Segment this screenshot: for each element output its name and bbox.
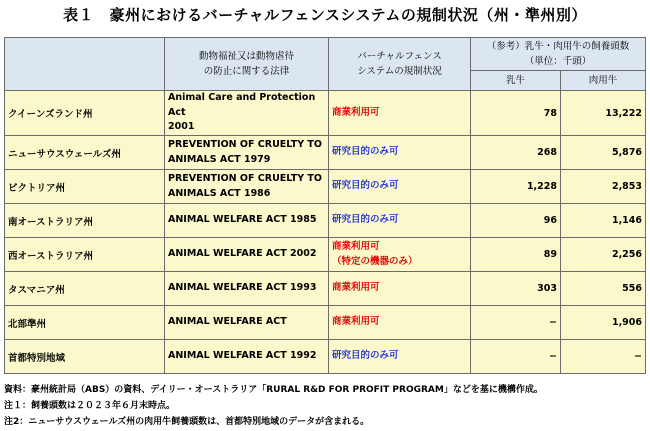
- header-status-line1: バーチャルフェンス: [357, 50, 442, 62]
- dairy-count-cell: 96: [471, 204, 561, 238]
- regulation-status-line1: 研究目的のみ可: [332, 214, 399, 226]
- table-row: [5, 204, 646, 238]
- regulation-status-cell: [329, 204, 471, 238]
- state-name-cell: 北部準州: [5, 306, 165, 340]
- regulation-status-line2: （特定の機器のみ）: [332, 255, 418, 267]
- notes: [4, 382, 543, 430]
- regulation-status-cell: [329, 272, 471, 306]
- dairy-count-cell: 303: [471, 272, 561, 306]
- law-name-line1: PREVENTION OF CRUELTY TO: [168, 138, 322, 150]
- table-title: 表１ 豪州におけるバーチャルフェンスシステムの規制状況（州・準州別）: [63, 6, 587, 24]
- law-name-line1: ANIMAL WELFARE ACT 1985: [168, 214, 317, 226]
- law-name-line1: ANIMAL WELFARE ACT 2002: [168, 248, 317, 260]
- law-name-cell: [165, 238, 329, 272]
- beef-count-cell: −: [561, 340, 646, 374]
- header-status-line2: システムの規制状況: [357, 66, 442, 77]
- law-name-line2: 2001: [168, 121, 195, 133]
- note-source: 資料：豪州統計局（ABS）の資料、デイリー・オーストラリア「RURAL R&D FOR PROFIT PROGRAM」などを基に機構作成。: [4, 385, 543, 395]
- law-name-cell: [165, 340, 329, 374]
- note-1: 注１：飼養頭数は２０２３年６月末時点。: [4, 401, 176, 411]
- dairy-count-cell: 78: [471, 91, 561, 136]
- table-row: [5, 272, 646, 306]
- beef-count-cell: 13,222: [561, 91, 646, 136]
- header-herd: [471, 38, 646, 71]
- regulation-status-cell: [329, 170, 471, 204]
- note-2: 注2：ニューサウスウェールズ州の肉用牛飼養頭数は、首都特別地域のデータが含まれる。: [4, 417, 370, 427]
- state-name-cell: 首都特別地域: [5, 340, 165, 374]
- law-name-line2: ANIMALS ACT 1986: [168, 187, 271, 199]
- header-herd-line2: （単位：千頭）: [524, 56, 592, 67]
- header-herd-line1: （参考）乳牛・肉用牛の飼養頭数: [486, 40, 630, 52]
- state-name-cell: タスマニア州: [5, 272, 165, 306]
- table-row: [5, 306, 646, 340]
- state-name-cell: クイーンズランド州: [5, 91, 165, 136]
- beef-count-cell: 1,146: [561, 204, 646, 238]
- table-row: [5, 136, 646, 170]
- table-row: [5, 91, 646, 136]
- header-law: [165, 38, 329, 91]
- header-beef: 肉用牛: [561, 71, 646, 91]
- regulation-status-cell: [329, 340, 471, 374]
- state-name-cell: ニューサウスウェールズ州: [5, 136, 165, 170]
- dairy-count-cell: 268: [471, 136, 561, 170]
- beef-count-cell: 5,876: [561, 136, 646, 170]
- law-name-line1: Animal Care and Protection Act: [168, 92, 316, 118]
- beef-count-cell: 2,256: [561, 238, 646, 272]
- beef-count-cell: 1,906: [561, 306, 646, 340]
- dairy-count-cell: 1,228: [471, 170, 561, 204]
- law-name-cell: [165, 136, 329, 170]
- law-name-cell: [165, 204, 329, 238]
- dairy-count-cell: −: [471, 340, 561, 374]
- law-name-line2: ANIMALS ACT 1979: [168, 153, 271, 165]
- law-name-cell: [165, 170, 329, 204]
- regulation-status-cell: [329, 306, 471, 340]
- regulation-status-line1: 商業利用可: [332, 240, 380, 252]
- dairy-count-cell: 89: [471, 238, 561, 272]
- header-law-line1: 動物福祉又は動物虐待: [198, 50, 294, 62]
- law-name-line1: ANIMAL WELFARE ACT 1993: [168, 282, 317, 294]
- law-name-cell: [165, 306, 329, 340]
- header-dairy: 乳牛: [471, 71, 561, 91]
- regulation-status-line1: 研究目的のみ可: [332, 180, 399, 192]
- law-name-line1: ANIMAL WELFARE ACT 1992: [168, 350, 317, 362]
- state-name-cell: 南オーストラリア州: [5, 204, 165, 238]
- regulation-status-line1: 研究目的のみ可: [332, 350, 399, 362]
- regulation-status-line1: 研究目的のみ可: [332, 146, 399, 158]
- law-name-line1: ANIMAL WELFARE ACT: [168, 316, 287, 328]
- law-name-line1: PREVENTION OF CRUELTY TO: [168, 172, 322, 184]
- law-name-cell: [165, 272, 329, 306]
- law-name-cell: [165, 91, 329, 136]
- state-name-cell: 西オーストラリア州: [5, 238, 165, 272]
- table-row: [5, 238, 646, 272]
- header-state: [5, 38, 165, 91]
- regulation-table: [4, 37, 646, 374]
- table-row: [5, 170, 646, 204]
- table-body: [5, 91, 646, 374]
- state-name-cell: ビクトリア州: [5, 170, 165, 204]
- regulation-status-cell: [329, 91, 471, 136]
- regulation-status-line1: 商業利用可: [332, 106, 380, 118]
- header-status: [329, 38, 471, 91]
- regulation-status-cell: [329, 238, 471, 272]
- table-row: [5, 340, 646, 374]
- beef-count-cell: 2,853: [561, 170, 646, 204]
- regulation-status-line1: 商業利用可: [332, 316, 380, 328]
- dairy-count-cell: −: [471, 306, 561, 340]
- beef-count-cell: 556: [561, 272, 646, 306]
- regulation-status-line1: 商業利用可: [332, 282, 380, 294]
- regulation-status-cell: [329, 136, 471, 170]
- header-law-line2: の防止に関する法律: [203, 66, 290, 77]
